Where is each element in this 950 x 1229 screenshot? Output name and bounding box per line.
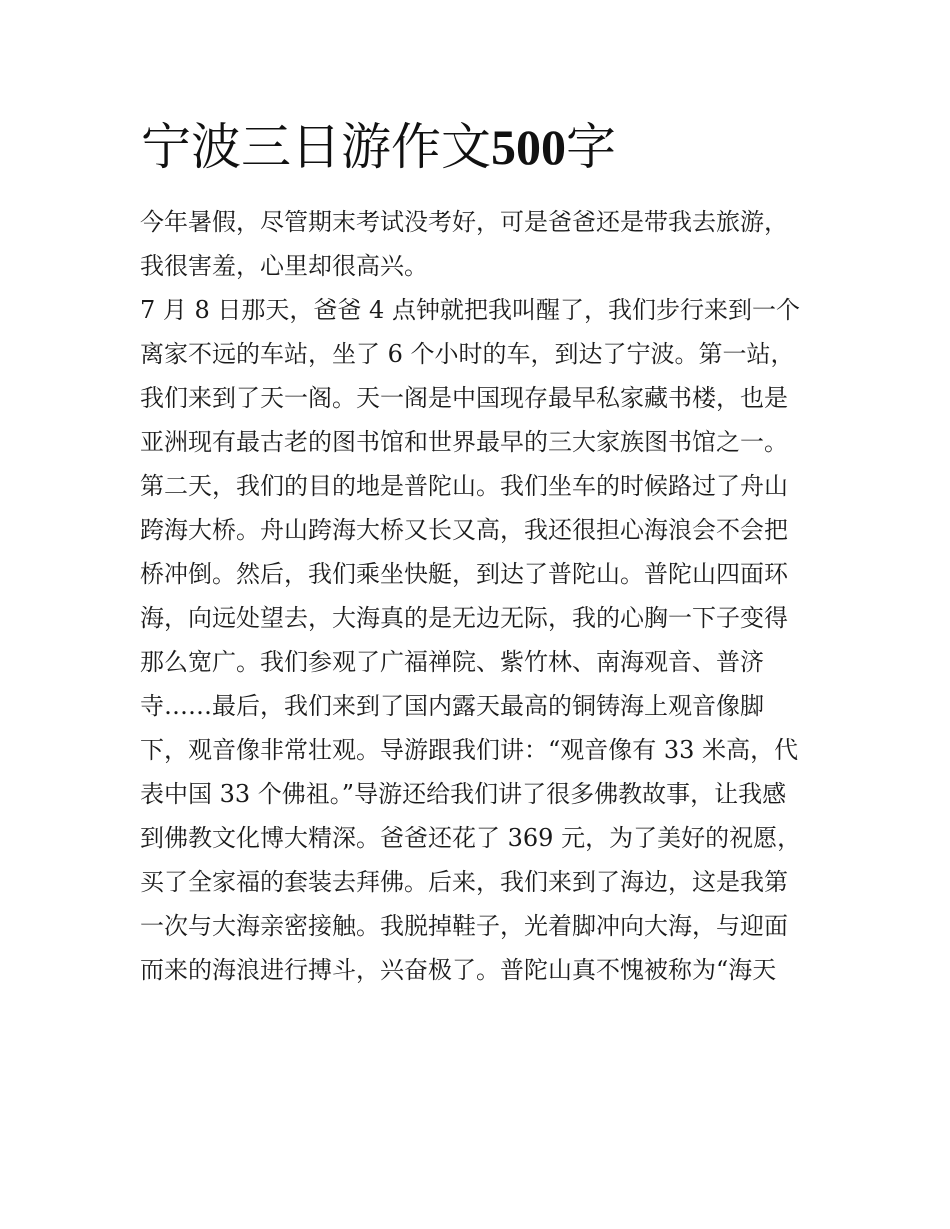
text-line: 我们来到了天一阁。天一阁是中国现存最早私家藏书楼，也是 xyxy=(140,384,788,412)
text-line: 我很害羞，心里却很高兴。 xyxy=(140,252,428,280)
title-text: 宁波三日游作文 xyxy=(141,118,491,176)
text-line: 跨海大桥。舟山跨海大桥又长又高，我还很担心海浪会不会把 xyxy=(140,516,788,544)
text-line: 而来的海浪进行搏斗，兴奋极了。普陀山真不愧被称为“海天 xyxy=(140,956,777,984)
text-line: 下，观音像非常壮观。导游跟我们讲：“观音像有 33 米高，代 xyxy=(140,736,799,764)
title-suffix: 字 xyxy=(566,118,616,176)
text-line: 第二天，我们的目的地是普陀山。我们坐车的时候路过了舟山 xyxy=(140,472,788,500)
text-line: 亚洲现有最古老的图书馆和世界最早的三大家族图书馆之一。 xyxy=(140,428,788,456)
text-line: 那么宽广。我们参观了广福禅院、紫竹林、南海观音、普济 xyxy=(140,648,764,676)
page-title xyxy=(141,112,616,182)
text-line: 寺……最后，我们来到了国内露天最高的铜铸海上观音像脚 xyxy=(140,692,764,720)
paragraph-1 xyxy=(140,200,820,288)
text-line: 买了全家福的套装去拜佛。后来，我们来到了海边，这是我第 xyxy=(140,868,788,896)
text-line: 今年暑假，尽管期末考试没考好，可是爸爸还是带我去旅游， xyxy=(140,208,788,236)
essay-body xyxy=(140,200,820,992)
title-number: 500 xyxy=(491,119,566,175)
text-line: 到佛教文化博大精深。爸爸还花了 369 元，为了美好的祝愿， xyxy=(140,824,802,852)
text-line: 表中国 33 个佛祖。”导游还给我们讲了很多佛教故事，让我感 xyxy=(140,780,787,808)
text-line: 一次与大海亲密接触。我脱掉鞋子，光着脚冲向大海，与迎面 xyxy=(140,912,788,940)
text-line: 海，向远处望去，大海真的是无边无际，我的心胸一下子变得 xyxy=(140,604,788,632)
text-line: 离家不远的车站，坐了 6 个小时的车，到达了宁波。第一站， xyxy=(140,340,795,368)
text-line: 7 月 8 日那天，爸爸 4 点钟就把我叫醒了，我们步行来到一个 xyxy=(140,296,800,324)
text-line: 桥冲倒。然后，我们乘坐快艇，到达了普陀山。普陀山四面环 xyxy=(140,560,788,588)
paragraph-2 xyxy=(140,288,820,992)
